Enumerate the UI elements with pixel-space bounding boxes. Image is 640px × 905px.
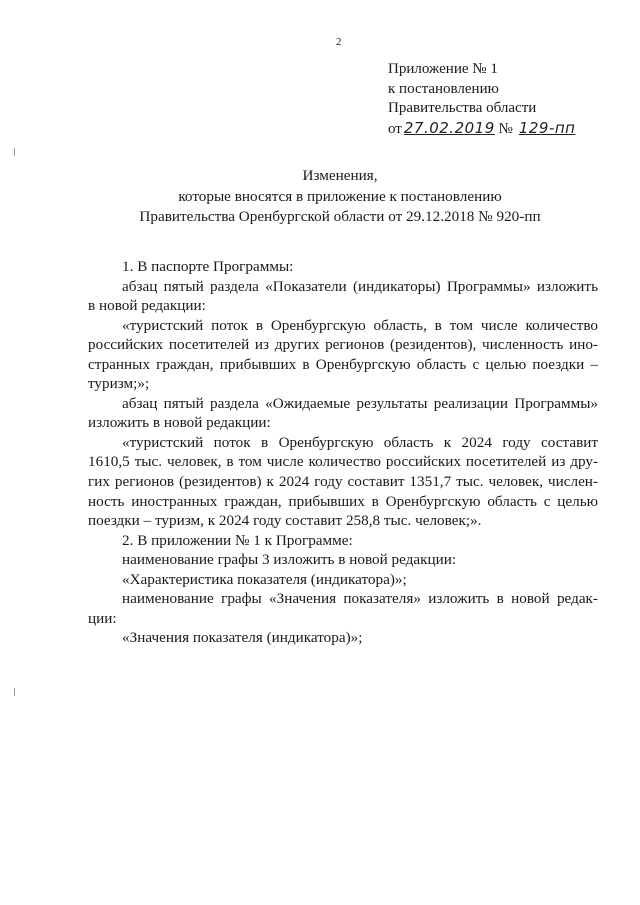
body-line: наименование графы «Значения показателя» изложить в новой редак- — [122, 590, 598, 608]
body-line: в новой редакции: — [88, 297, 206, 315]
body-line: российских посетителей из других регионов (резидентов), численность ино- — [88, 336, 598, 354]
number-prefix: № — [498, 120, 513, 137]
body-line: изложить в новой редакции: — [88, 414, 271, 432]
appendix-date-line — [388, 119, 575, 140]
body-line: абзац пятый раздела «Ожидаемые результаты реализации Программы» — [122, 394, 598, 412]
body-line: «Характеристика показателя (индикатора)»; — [122, 570, 407, 588]
title-line-1: Изменения, — [302, 167, 378, 184]
scan-mark — [14, 148, 15, 156]
body-line: туризм;»; — [88, 375, 150, 393]
body-line: наименование графы 3 изложить в новой редакции: — [122, 551, 457, 569]
body-line: ции: — [88, 609, 117, 627]
handwritten-number: 129-пп — [518, 118, 576, 137]
date-prefix: от — [388, 120, 402, 137]
page-number: 2 — [336, 36, 342, 48]
appendix-line-3: Правительства области — [388, 100, 537, 116]
body-line: 1610,5 тыс. человек, в том числе количество российских посетителей из дру- — [88, 453, 598, 471]
body-line: странных граждан, прибывших в Оренбургскую область с целью поездки – — [88, 355, 598, 373]
appendix-line-1: Приложение № 1 — [388, 61, 498, 77]
title-line-2: которые вносятся в приложение к постановлению — [178, 187, 502, 205]
body-line: «Значения показателя (индикатора)»; — [122, 629, 363, 647]
appendix-header — [388, 60, 575, 139]
body-line: 2. В приложении № 1 к Программе: — [122, 531, 353, 549]
body-line: поездки – туризм, к 2024 году составит 258,8 тыс. человек;». — [88, 512, 482, 530]
body-line: ность иностранных граждан, прибывших в Оренбургскую область с целью — [88, 492, 598, 510]
body-line: гих регионов (резидентов) к 2024 году составит 1351,7 тыс. человек, числен- — [88, 473, 598, 491]
body-line: абзац пятый раздела «Показатели (индикаторы) Программы» изложить — [122, 277, 598, 295]
document-body — [88, 257, 598, 648]
body-line: «туристский поток в Оренбургскую область к 2024 году составит — [122, 433, 598, 451]
scan-mark — [14, 688, 15, 696]
title-line-3: Правительства Оренбургской области от 29.12.2018 № 920-пп — [139, 208, 541, 225]
body-line: «туристский поток в Оренбургскую область, в том числе количество — [122, 316, 598, 334]
handwritten-date: 27.02.2019 — [403, 118, 495, 137]
document-title — [80, 166, 600, 228]
body-line: 1. В паспорте Программы: — [122, 258, 294, 275]
appendix-line-2: к постановлению — [388, 80, 499, 97]
